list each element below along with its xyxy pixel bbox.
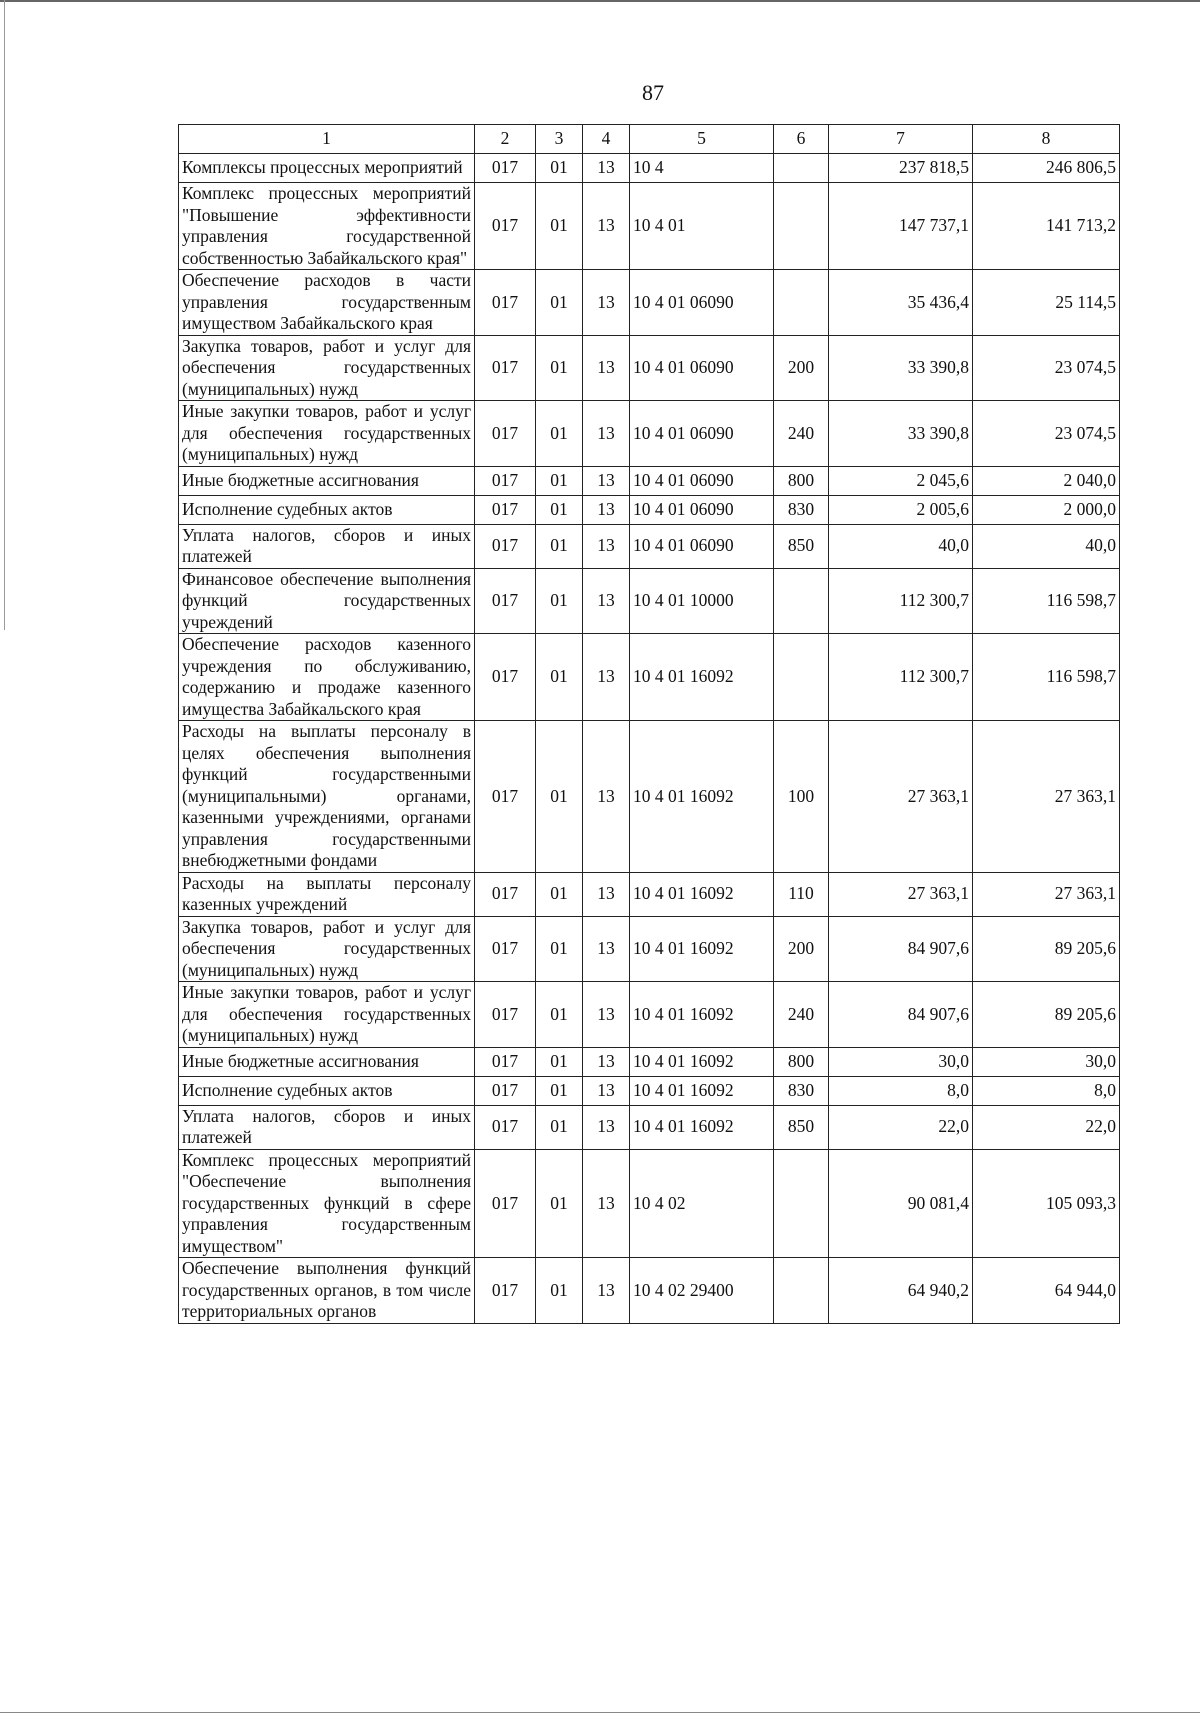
amount-year1-cell: 22,0 <box>829 1105 973 1149</box>
expense-type-cell: 850 <box>774 1105 829 1149</box>
description-cell: Иные бюджетные ассигнования <box>179 466 475 495</box>
expense-type-cell: 800 <box>774 466 829 495</box>
section-code-cell: 01 <box>536 1149 583 1258</box>
description-cell: Обеспечение расходов казенного учреждения по обслуживанию, содержанию и продаже казенного имущества Забайкальского края <box>179 634 475 721</box>
subsection-code-cell: 13 <box>583 335 630 401</box>
table-row <box>179 401 1120 467</box>
amount-year2-cell: 105 093,3 <box>973 1149 1120 1258</box>
description-cell: Иные закупки товаров, работ и услуг для обеспечения государственных (муниципальных) нужд <box>179 401 475 467</box>
subsection-code-cell: 13 <box>583 1149 630 1258</box>
amount-year1-cell: 2 045,6 <box>829 466 973 495</box>
subsection-code-cell: 13 <box>583 568 630 634</box>
table-row <box>179 1047 1120 1076</box>
table-row <box>179 982 1120 1048</box>
target-article-cell: 10 4 01 16092 <box>630 721 774 873</box>
subsection-code-cell: 13 <box>583 634 630 721</box>
amount-year2-cell: 23 074,5 <box>973 335 1120 401</box>
page-number: 87 <box>642 80 664 105</box>
section-code-cell: 01 <box>536 982 583 1048</box>
description-cell: Обеспечение расходов в части управления государственным имуществом Забайкальского края <box>179 270 475 336</box>
section-code-cell: 01 <box>536 154 583 183</box>
ministry-code-cell: 017 <box>475 401 536 467</box>
target-article-cell: 10 4 01 16092 <box>630 1076 774 1105</box>
section-code-cell: 01 <box>536 1105 583 1149</box>
section-code-cell: 01 <box>536 335 583 401</box>
target-article-cell: 10 4 01 06090 <box>630 495 774 524</box>
section-code-cell: 01 <box>536 466 583 495</box>
table-row <box>179 568 1120 634</box>
subsection-code-cell: 13 <box>583 982 630 1048</box>
target-article-cell: 10 4 01 16092 <box>630 1047 774 1076</box>
ministry-code-cell: 017 <box>475 1047 536 1076</box>
amount-year1-cell: 90 081,4 <box>829 1149 973 1258</box>
table-row <box>179 721 1120 873</box>
subsection-code-cell: 13 <box>583 1076 630 1105</box>
amount-year2-cell: 25 114,5 <box>973 270 1120 336</box>
subsection-code-cell: 13 <box>583 916 630 982</box>
amount-year1-cell: 147 737,1 <box>829 183 973 270</box>
description-cell: Комплекс процессных мероприятий "Повышение эффективности управления государственной собственностью Забайкальского края" <box>179 183 475 270</box>
target-article-cell: 10 4 01 16092 <box>630 1105 774 1149</box>
expense-type-cell: 830 <box>774 495 829 524</box>
expense-type-cell <box>774 1149 829 1258</box>
amount-year1-cell: 2 005,6 <box>829 495 973 524</box>
amount-year1-cell: 237 818,5 <box>829 154 973 183</box>
description-cell: Расходы на выплаты персоналу в целях обеспечения выполнения функций государственными (муниципальными) органами, казенными учреждениями, органами управления государственными внебюджетными фондами <box>179 721 475 873</box>
section-code-cell: 01 <box>536 634 583 721</box>
subsection-code-cell: 13 <box>583 1258 630 1324</box>
ministry-code-cell: 017 <box>475 568 536 634</box>
table-row <box>179 183 1120 270</box>
expense-type-cell <box>774 1258 829 1324</box>
amount-year1-cell: 40,0 <box>829 524 973 568</box>
table-row <box>179 1258 1120 1324</box>
amount-year1-cell: 35 436,4 <box>829 270 973 336</box>
ministry-code-cell: 017 <box>475 524 536 568</box>
header-cell: 7 <box>829 125 973 154</box>
amount-year1-cell: 30,0 <box>829 1047 973 1076</box>
expense-type-cell: 200 <box>774 335 829 401</box>
subsection-code-cell: 13 <box>583 721 630 873</box>
target-article-cell: 10 4 <box>630 154 774 183</box>
description-cell: Закупка товаров, работ и услуг для обеспечения государственных (муниципальных) нужд <box>179 335 475 401</box>
expense-type-cell <box>774 270 829 336</box>
expense-type-cell <box>774 183 829 270</box>
table-header-row <box>179 125 1120 154</box>
expense-type-cell: 200 <box>774 916 829 982</box>
amount-year2-cell: 89 205,6 <box>973 982 1120 1048</box>
expense-type-cell: 830 <box>774 1076 829 1105</box>
target-article-cell: 10 4 01 16092 <box>630 634 774 721</box>
amount-year1-cell: 33 390,8 <box>829 401 973 467</box>
section-code-cell: 01 <box>536 1047 583 1076</box>
scan-bottom-edge <box>0 1712 1200 1713</box>
table-row <box>179 495 1120 524</box>
expense-type-cell: 800 <box>774 1047 829 1076</box>
subsection-code-cell: 13 <box>583 183 630 270</box>
description-cell: Закупка товаров, работ и услуг для обеспечения государственных (муниципальных) нужд <box>179 916 475 982</box>
target-article-cell: 10 4 01 06090 <box>630 466 774 495</box>
amount-year2-cell: 27 363,1 <box>973 721 1120 873</box>
table-row <box>179 1076 1120 1105</box>
header-cell: 1 <box>179 125 475 154</box>
target-article-cell: 10 4 01 10000 <box>630 568 774 634</box>
section-code-cell: 01 <box>536 401 583 467</box>
subsection-code-cell: 13 <box>583 154 630 183</box>
expense-type-cell <box>774 634 829 721</box>
subsection-code-cell: 13 <box>583 1105 630 1149</box>
target-article-cell: 10 4 01 06090 <box>630 335 774 401</box>
ministry-code-cell: 017 <box>475 335 536 401</box>
description-cell: Комплекс процессных мероприятий "Обеспечение выполнения государственных функций в сфере управления государственным имуществом" <box>179 1149 475 1258</box>
ministry-code-cell: 017 <box>475 466 536 495</box>
target-article-cell: 10 4 01 16092 <box>630 872 774 916</box>
amount-year1-cell: 8,0 <box>829 1076 973 1105</box>
header-cell: 8 <box>973 125 1120 154</box>
description-cell: Исполнение судебных актов <box>179 495 475 524</box>
section-code-cell: 01 <box>536 495 583 524</box>
ministry-code-cell: 017 <box>475 634 536 721</box>
subsection-code-cell: 13 <box>583 1047 630 1076</box>
header-cell: 5 <box>630 125 774 154</box>
amount-year2-cell: 89 205,6 <box>973 916 1120 982</box>
description-cell: Исполнение судебных актов <box>179 1076 475 1105</box>
amount-year2-cell: 23 074,5 <box>973 401 1120 467</box>
subsection-code-cell: 13 <box>583 270 630 336</box>
amount-year2-cell: 2 040,0 <box>973 466 1120 495</box>
section-code-cell: 01 <box>536 568 583 634</box>
table-row <box>179 916 1120 982</box>
amount-year2-cell: 2 000,0 <box>973 495 1120 524</box>
ministry-code-cell: 017 <box>475 1076 536 1105</box>
header-cell: 4 <box>583 125 630 154</box>
expense-type-cell <box>774 154 829 183</box>
target-article-cell: 10 4 01 06090 <box>630 270 774 336</box>
section-code-cell: 01 <box>536 1076 583 1105</box>
subsection-code-cell: 13 <box>583 524 630 568</box>
amount-year2-cell: 141 713,2 <box>973 183 1120 270</box>
expense-type-cell <box>774 568 829 634</box>
ministry-code-cell: 017 <box>475 183 536 270</box>
ministry-code-cell: 017 <box>475 1149 536 1258</box>
table-body <box>179 154 1120 1324</box>
table-row <box>179 1149 1120 1258</box>
target-article-cell: 10 4 01 06090 <box>630 401 774 467</box>
section-code-cell: 01 <box>536 916 583 982</box>
amount-year1-cell: 84 907,6 <box>829 982 973 1048</box>
header-cell: 6 <box>774 125 829 154</box>
ministry-code-cell: 017 <box>475 1258 536 1324</box>
ministry-code-cell: 017 <box>475 982 536 1048</box>
amount-year1-cell: 27 363,1 <box>829 721 973 873</box>
table-row <box>179 154 1120 183</box>
section-code-cell: 01 <box>536 721 583 873</box>
expense-type-cell: 240 <box>774 401 829 467</box>
amount-year1-cell: 112 300,7 <box>829 634 973 721</box>
expense-type-cell: 110 <box>774 872 829 916</box>
ministry-code-cell: 017 <box>475 154 536 183</box>
amount-year2-cell: 27 363,1 <box>973 872 1120 916</box>
section-code-cell: 01 <box>536 183 583 270</box>
amount-year1-cell: 64 940,2 <box>829 1258 973 1324</box>
amount-year2-cell: 22,0 <box>973 1105 1120 1149</box>
target-article-cell: 10 4 01 <box>630 183 774 270</box>
subsection-code-cell: 13 <box>583 401 630 467</box>
subsection-code-cell: 13 <box>583 466 630 495</box>
target-article-cell: 10 4 01 06090 <box>630 524 774 568</box>
target-article-cell: 10 4 01 16092 <box>630 982 774 1048</box>
section-code-cell: 01 <box>536 270 583 336</box>
budget-table <box>178 124 1120 1324</box>
ministry-code-cell: 017 <box>475 495 536 524</box>
description-cell: Расходы на выплаты персоналу казенных учреждений <box>179 872 475 916</box>
expense-type-cell: 100 <box>774 721 829 873</box>
amount-year2-cell: 116 598,7 <box>973 568 1120 634</box>
description-cell: Уплата налогов, сборов и иных платежей <box>179 1105 475 1149</box>
subsection-code-cell: 13 <box>583 872 630 916</box>
amount-year2-cell: 8,0 <box>973 1076 1120 1105</box>
amount-year2-cell: 116 598,7 <box>973 634 1120 721</box>
subsection-code-cell: 13 <box>583 495 630 524</box>
ministry-code-cell: 017 <box>475 1105 536 1149</box>
amount-year2-cell: 246 806,5 <box>973 154 1120 183</box>
description-cell: Обеспечение выполнения функций государственных органов, в том числе территориальных органов <box>179 1258 475 1324</box>
table-row <box>179 1105 1120 1149</box>
description-cell: Иные закупки товаров, работ и услуг для обеспечения государственных (муниципальных) нужд <box>179 982 475 1048</box>
description-cell: Комплексы процессных мероприятий <box>179 154 475 183</box>
scan-top-edge <box>0 0 1200 2</box>
description-cell: Иные бюджетные ассигнования <box>179 1047 475 1076</box>
table-row <box>179 270 1120 336</box>
amount-year1-cell: 84 907,6 <box>829 916 973 982</box>
section-code-cell: 01 <box>536 1258 583 1324</box>
table-row <box>179 634 1120 721</box>
target-article-cell: 10 4 02 <box>630 1149 774 1258</box>
table-row <box>179 524 1120 568</box>
expense-type-cell: 240 <box>774 982 829 1048</box>
table-row <box>179 335 1120 401</box>
ministry-code-cell: 017 <box>475 872 536 916</box>
amount-year1-cell: 27 363,1 <box>829 872 973 916</box>
header-cell: 3 <box>536 125 583 154</box>
section-code-cell: 01 <box>536 872 583 916</box>
description-cell: Уплата налогов, сборов и иных платежей <box>179 524 475 568</box>
ministry-code-cell: 017 <box>475 721 536 873</box>
amount-year2-cell: 30,0 <box>973 1047 1120 1076</box>
target-article-cell: 10 4 01 16092 <box>630 916 774 982</box>
description-cell: Финансовое обеспечение выполнения функций государственных учреждений <box>179 568 475 634</box>
amount-year2-cell: 40,0 <box>973 524 1120 568</box>
section-code-cell: 01 <box>536 524 583 568</box>
header-cell: 2 <box>475 125 536 154</box>
table-row <box>179 466 1120 495</box>
expense-type-cell: 850 <box>774 524 829 568</box>
amount-year2-cell: 64 944,0 <box>973 1258 1120 1324</box>
amount-year1-cell: 112 300,7 <box>829 568 973 634</box>
target-article-cell: 10 4 02 29400 <box>630 1258 774 1324</box>
table-row <box>179 872 1120 916</box>
ministry-code-cell: 017 <box>475 270 536 336</box>
ministry-code-cell: 017 <box>475 916 536 982</box>
amount-year1-cell: 33 390,8 <box>829 335 973 401</box>
